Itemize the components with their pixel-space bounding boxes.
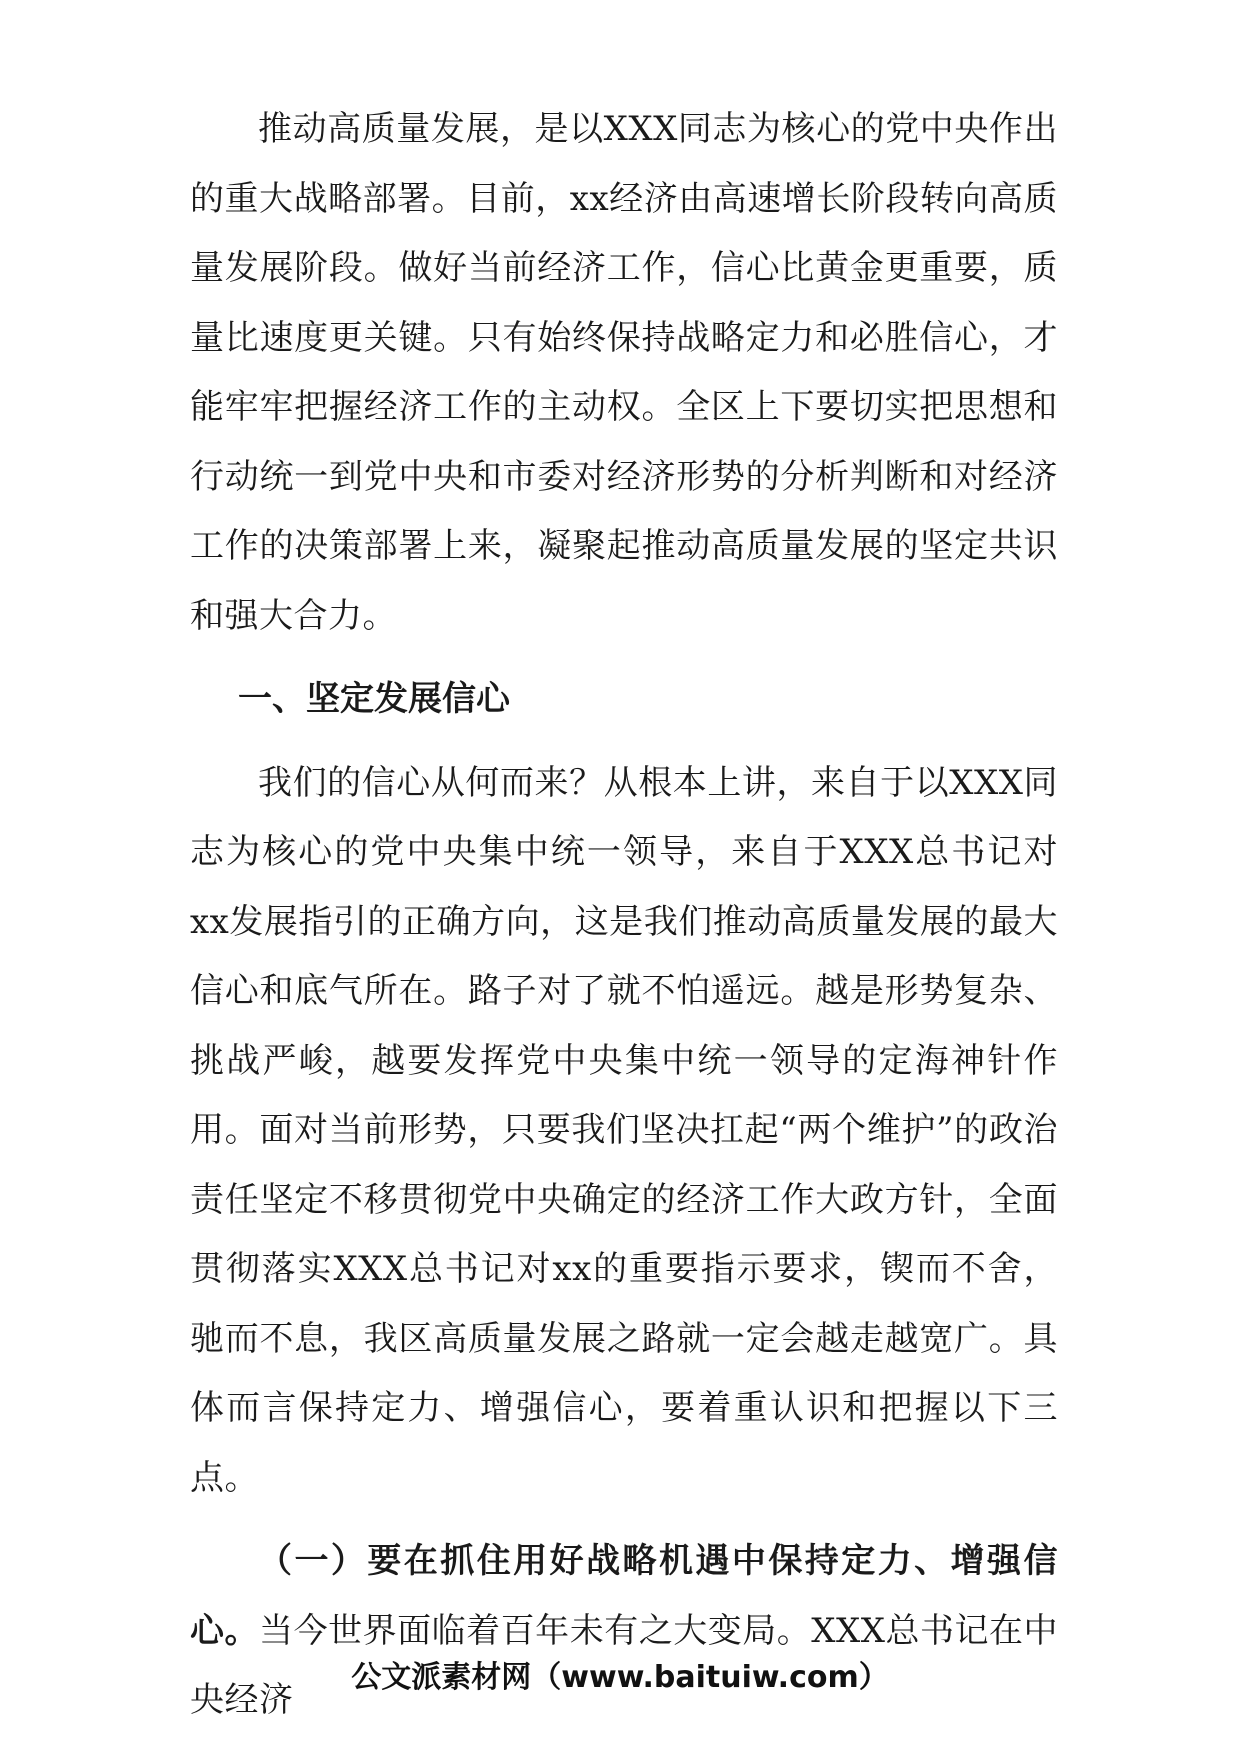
paragraph-intro: 推动高质量发展，是以XXX同志为核心的党中央作出的重大战略部署。目前，xx经济由高速增长阶段转向高质量发展阶段。做好当前经济工作，信心比黄金更重要，质量比速度更关键。只有始终保持战略定力和必胜信心，才能牢牢把握经济工作的主动权。全区上下要切实把思想和行动统一到党中央和市委对经济形势的分析判断和对经济工作的决策部署上来，凝聚起推动高质量发展的坚定共识和强大合力。 <box>190 109 1058 636</box>
paragraph-confidence: 我们的信心从何而来？从根本上讲，来自于以XXX同志为核心的党中央集中统一领导，来自于XXX总书记对xx发展指引的正确方向，这是我们推动高质量发展的最大信心和底气所在。路子对了就不怕遥远。越是形势复杂、挑战严峻，越要发挥党中央集中统一领导的定海神针作用。面对当前形势，只要我们坚决扛起“两个维护”的政治责任坚定不移贯彻党中央确定的经济工作大政方针，全面贯彻落实XXX总书记对xx的重要指示要求，锲而不舍，驰而不息，我区高质量发展之路就一定会越走越宽广。具体而言保持定力、增强信心，要着重认识和把握以下三点。 <box>190 762 1058 1498</box>
paragraph-subsection <box>190 1527 1058 1736</box>
footer-watermark: 公文派素材网（www.baituiw.com） <box>351 1660 889 1695</box>
section-heading: 一、坚定发展信心 <box>238 679 510 719</box>
document-body <box>190 95 1058 1736</box>
subsection-text: 当今世界面临着百年未有之大变局。XXX总书记在中央经济 <box>190 1610 1059 1720</box>
subsection-heading: （一）要在抓住用好战略机遇中保持定力、增强信心。 <box>190 1541 1058 1651</box>
